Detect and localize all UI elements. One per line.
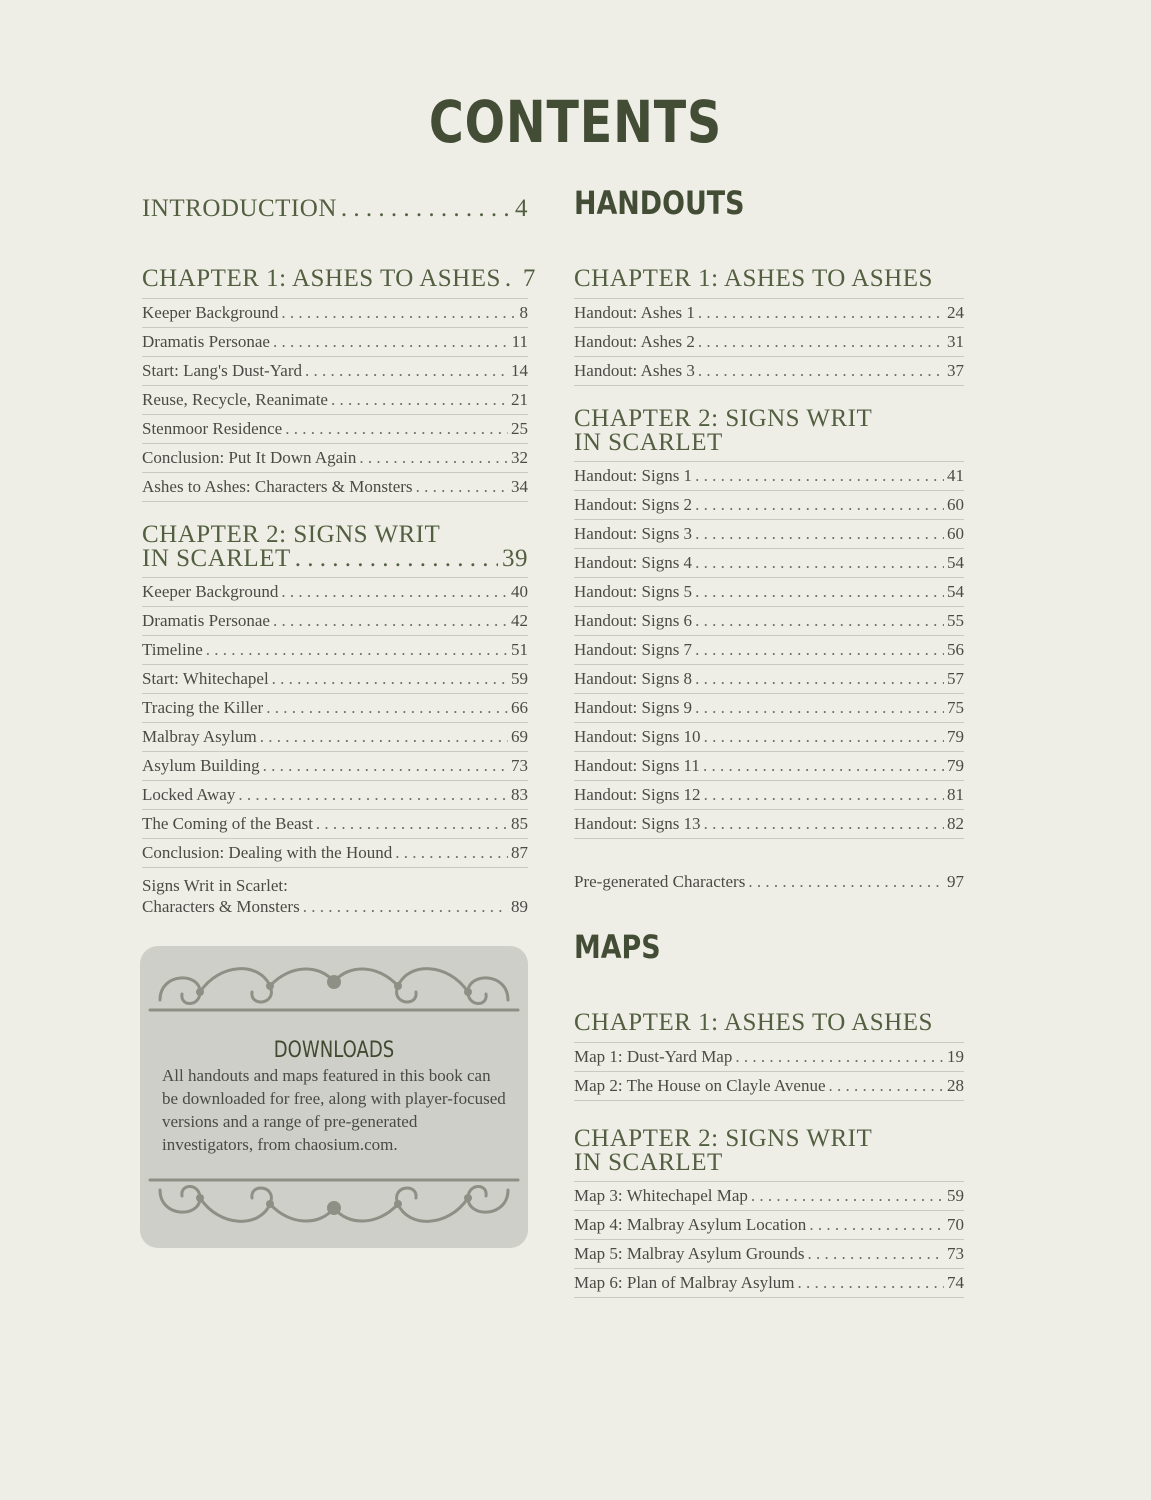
entry-title: Handout: Ashes 3 [574, 361, 695, 380]
toc-entry[interactable] [574, 1269, 964, 1298]
entry-page: 24 [947, 303, 964, 322]
entry-page: 14 [511, 361, 528, 380]
toc-entry[interactable] [574, 549, 964, 578]
entry-title: Asylum Building [142, 756, 260, 775]
chapter1-entries [142, 298, 528, 502]
entry-title: Map 5: Malbray Asylum Grounds [574, 1244, 805, 1263]
toc-entry[interactable] [574, 752, 964, 781]
toc-entry[interactable] [142, 839, 528, 868]
toc-introduction[interactable] [142, 196, 528, 221]
chapter2-title-line2: IN SCARLET [142, 545, 291, 572]
entry-title: Conclusion: Dealing with the Hound [142, 843, 393, 862]
entry-title: Handout: Signs 13 [574, 814, 701, 833]
toc-entry[interactable] [574, 665, 964, 694]
entry-page: 55 [947, 611, 964, 630]
entry-title-line2: Characters & Monsters [142, 897, 300, 916]
maps-chapter1-entries [574, 1042, 964, 1101]
chapter2-title-line1: CHAPTER 2: SIGNS WRIT [142, 521, 441, 548]
chapter1-title: CHAPTER 1: ASHES TO ASHES [142, 265, 501, 292]
ornament-top-icon [140, 952, 528, 1020]
toc-entry[interactable] [574, 607, 964, 636]
entry-page: 42 [511, 611, 528, 630]
toc-entry[interactable] [574, 636, 964, 665]
chapter2-entries [142, 577, 528, 924]
entry-title: Handout: Signs 3 [574, 524, 693, 543]
toc-entry[interactable] [142, 752, 528, 781]
entry-title: Handout: Signs 8 [574, 669, 693, 688]
entry-page: 85 [511, 814, 528, 833]
toc-entry[interactable] [574, 810, 964, 839]
chapter2-page: 39 [502, 545, 528, 572]
entry-title: Conclusion: Put It Down Again [142, 448, 357, 467]
entry-title: Map 2: The House on Clayle Avenue [574, 1076, 826, 1095]
downloads-title: DOWNLOADS [273, 1038, 395, 1063]
entry-page: 82 [947, 814, 964, 833]
intro-page: 4 [515, 195, 528, 222]
entry-page: 66 [511, 698, 528, 717]
entry-page: 32 [511, 448, 528, 467]
toc-entry[interactable] [142, 473, 528, 502]
entry-page: 51 [511, 640, 528, 659]
entry-title: Handout: Ashes 1 [574, 303, 695, 322]
toc-entry[interactable] [142, 810, 528, 839]
entry-page: 34 [511, 477, 528, 496]
entry-title: Handout: Signs 1 [574, 466, 693, 485]
entry-page: 69 [511, 727, 528, 746]
handouts-chapter2-entries [574, 461, 964, 839]
entry-page: 54 [947, 553, 964, 572]
toc-entry[interactable] [142, 781, 528, 810]
entry-title: Handout: Ashes 2 [574, 332, 695, 351]
handouts-heading: HANDOUTS [574, 184, 745, 222]
intro-title: INTRODUCTION [142, 195, 337, 222]
entry-page: 60 [947, 524, 964, 543]
toc-entry[interactable] [574, 694, 964, 723]
entry-page: 89 [511, 897, 528, 916]
toc-entry[interactable] [142, 299, 528, 328]
handouts-chapter1-title: CHAPTER 1: ASHES TO ASHES [574, 265, 933, 292]
entry-page: 21 [511, 390, 528, 409]
entry-page: 40 [511, 582, 528, 601]
entry-page: 31 [947, 332, 964, 351]
chapter1-page: 7 [522, 265, 536, 292]
toc-entry-characters-monsters[interactable] [142, 868, 528, 924]
toc-entry[interactable] [142, 415, 528, 444]
handouts-chapter2-title-line1: CHAPTER 2: SIGNS WRIT [574, 405, 873, 432]
toc-entry[interactable] [574, 1043, 964, 1072]
maps-heading: MAPS [574, 928, 661, 966]
toc-entry[interactable] [142, 444, 528, 473]
maps-chapter2-title-line1: CHAPTER 2: SIGNS WRIT [574, 1125, 873, 1152]
entry-page: 54 [947, 582, 964, 601]
toc-chapter2-heading[interactable] [142, 546, 528, 571]
entry-title: Handout: Signs 6 [574, 611, 693, 630]
entry-page: 11 [511, 332, 528, 351]
entry-title: Map 1: Dust-Yard Map [574, 1047, 733, 1066]
entry-title: Start: Whitechapel [142, 669, 269, 688]
entry-title: Reuse, Recycle, Reanimate [142, 390, 328, 409]
maps-chapter1-title: CHAPTER 1: ASHES TO ASHES [574, 1009, 933, 1036]
page-title: CONTENTS [428, 88, 723, 156]
pregen-entry-wrap [574, 868, 964, 896]
entry-page: 74 [947, 1273, 964, 1292]
maps-chapter2-entries [574, 1181, 964, 1298]
downloads-box [140, 946, 528, 1248]
pregen-entry[interactable]: Pre-generated Characters . . . 97 [574, 868, 964, 896]
entry-page: 81 [947, 785, 964, 804]
maps-chapter2-title-line2: IN SCARLET [574, 1149, 723, 1176]
toc-entry[interactable] [574, 1182, 964, 1211]
entry-title: Timeline [142, 640, 203, 659]
toc-entry[interactable] [142, 665, 528, 694]
entry-page: 79 [947, 756, 964, 775]
toc-entry[interactable] [142, 636, 528, 665]
entry-title: Keeper Background [142, 303, 279, 322]
entry-page: 73 [947, 1244, 964, 1263]
entry-title: Map 4: Malbray Asylum Location [574, 1215, 807, 1234]
entry-page: 83 [511, 785, 528, 804]
toc-entry[interactable] [142, 694, 528, 723]
entry-page: 57 [947, 669, 964, 688]
entry-title: Keeper Background [142, 582, 279, 601]
entry-page: 59 [511, 669, 528, 688]
entry-title: Handout: Signs 7 [574, 640, 693, 659]
entry-page: 28 [947, 1076, 964, 1095]
entry-page: 87 [511, 843, 528, 862]
entry-title: Handout: Signs 11 [574, 756, 700, 775]
entry-page: 70 [947, 1215, 964, 1234]
toc-entry[interactable] [574, 578, 964, 607]
entry-title: Malbray Asylum [142, 727, 257, 746]
entry-page: 19 [947, 1047, 964, 1066]
toc-chapter1-heading[interactable] [142, 265, 536, 292]
toc-entry[interactable] [574, 491, 964, 520]
handouts-chapter1-entries [574, 298, 964, 386]
entry-page: 73 [511, 756, 528, 775]
entry-title: Dramatis Personae [142, 332, 270, 351]
toc-entry[interactable] [574, 1072, 964, 1101]
entry-page: 59 [947, 1186, 964, 1205]
entry-title: Stenmoor Residence [142, 419, 283, 438]
entry-title: Map 3: Whitechapel Map [574, 1186, 748, 1205]
toc-entry[interactable] [574, 1240, 964, 1269]
handouts-chapter2-title-line2: IN SCARLET [574, 429, 723, 456]
entry-title: Ashes to Ashes: Characters & Monsters [142, 477, 413, 496]
entry-title: Locked Away [142, 785, 236, 804]
entry-title: Tracing the Killer [142, 698, 264, 717]
toc-entry[interactable] [142, 357, 528, 386]
entry-title: Dramatis Personae [142, 611, 270, 630]
ornament-bottom-icon [140, 1170, 528, 1238]
entry-page: 56 [947, 640, 964, 659]
entry-title: Handout: Signs 12 [574, 785, 701, 804]
toc-entry[interactable] [574, 723, 964, 752]
entry-page: 41 [947, 466, 964, 485]
entry-title: The Coming of the Beast [142, 814, 313, 833]
toc-entry[interactable] [142, 578, 528, 607]
entry-page: 60 [947, 495, 964, 514]
toc-entry[interactable] [574, 299, 964, 328]
entry-title: Handout: Signs 9 [574, 698, 693, 717]
entry-page: 25 [511, 419, 528, 438]
entry-page: 79 [947, 727, 964, 746]
entry-title: Map 6: Plan of Malbray Asylum [574, 1273, 795, 1292]
entry-page: 8 [519, 303, 528, 322]
entry-title: Handout: Signs 5 [574, 582, 693, 601]
toc-entry[interactable] [142, 607, 528, 636]
entry-page: 37 [947, 361, 964, 380]
downloads-text: All handouts and maps featured in this book can be downloaded for free, along with player-focused versions and a range of pre-generated investigators, from chaosium.com. [162, 1066, 506, 1154]
entry-title: Start: Lang's Dust-Yard [142, 361, 302, 380]
toc-entry[interactable] [574, 1211, 964, 1240]
toc-entry[interactable] [142, 723, 528, 752]
toc-entry[interactable] [574, 328, 964, 357]
entry-page: 75 [947, 698, 964, 717]
entry-title: Handout: Signs 10 [574, 727, 701, 746]
toc-entry[interactable] [574, 520, 964, 549]
toc-entry[interactable] [574, 462, 964, 491]
toc-entry[interactable] [574, 781, 964, 810]
entry-title-line1: Signs Writ in Scarlet: [142, 876, 288, 895]
entry-title: Handout: Signs 4 [574, 553, 693, 572]
toc-entry[interactable] [142, 328, 528, 357]
toc-entry[interactable] [574, 357, 964, 386]
toc-entry[interactable] [142, 386, 528, 415]
entry-title: Handout: Signs 2 [574, 495, 693, 514]
